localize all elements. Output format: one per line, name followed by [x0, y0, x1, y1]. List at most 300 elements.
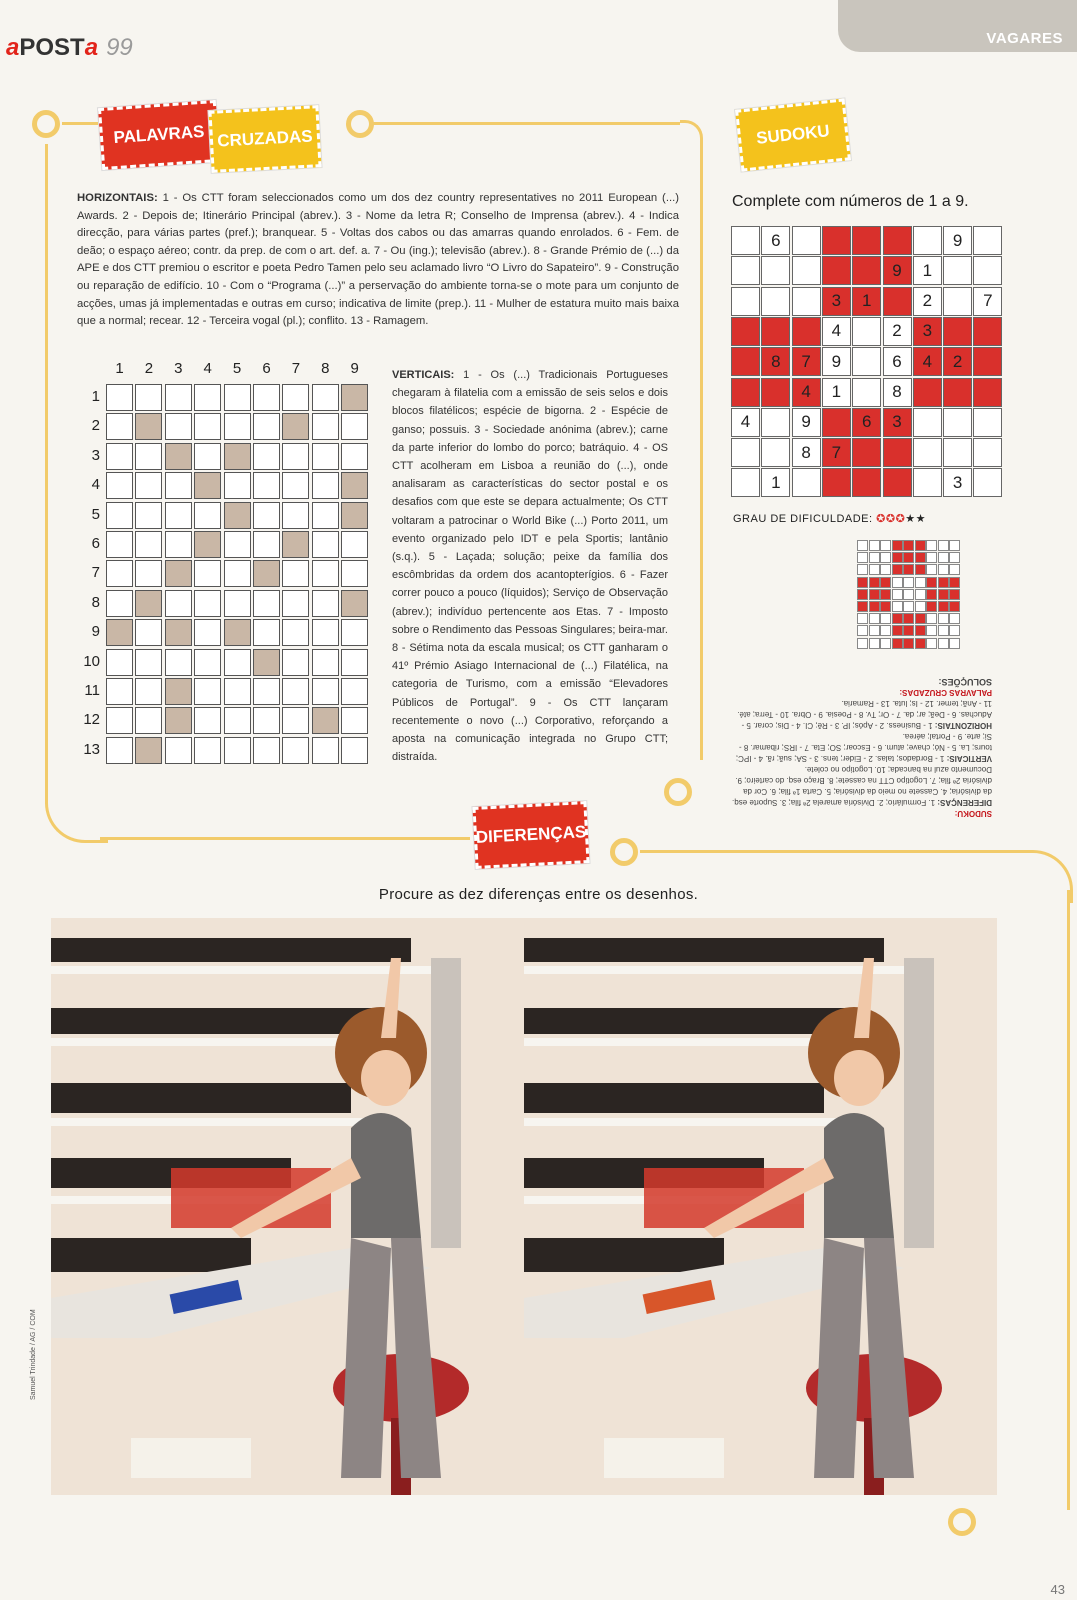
- solution-sudoku-cell: [880, 625, 891, 636]
- crossword-cell[interactable]: [106, 472, 133, 499]
- crossword-block: [165, 443, 192, 470]
- sudoku-given-cell: 6: [852, 408, 881, 437]
- solution-sudoku-cell: [926, 577, 937, 588]
- sudoku-empty-cell[interactable]: [852, 317, 881, 346]
- crossword-cell[interactable]: [312, 413, 339, 440]
- crossword-cell[interactable]: [312, 619, 339, 646]
- sudoku-empty-cell[interactable]: [822, 408, 851, 437]
- crossword-cell[interactable]: [135, 502, 162, 529]
- sudoku-empty-cell[interactable]: [852, 347, 881, 376]
- solution-sudoku-cell: [926, 540, 937, 551]
- crossword-cell[interactable]: [106, 590, 133, 617]
- crossword-cell[interactable]: [253, 707, 280, 734]
- solution-sudoku-cell: [880, 589, 891, 600]
- crossword-cell[interactable]: [165, 590, 192, 617]
- solution-sudoku-cell: [949, 638, 960, 649]
- crossword-cell[interactable]: [135, 619, 162, 646]
- sudoku-given-cell: 4: [792, 378, 821, 407]
- crossword-cell[interactable]: [341, 737, 368, 764]
- sudoku-given-cell: 2: [883, 317, 912, 346]
- sudoku-empty-cell[interactable]: [761, 438, 790, 467]
- crossword-cell[interactable]: [135, 472, 162, 499]
- crossword-cell[interactable]: [106, 678, 133, 705]
- crossword-cell[interactable]: [224, 707, 251, 734]
- solutions-title: SOLUÇÕES:: [938, 677, 992, 687]
- crossword-cell[interactable]: [253, 531, 280, 558]
- crossword-cell[interactable]: [165, 649, 192, 676]
- crossword-cell[interactable]: [165, 737, 192, 764]
- solution-sudoku-cell: [915, 625, 926, 636]
- crossword-cell[interactable]: [253, 619, 280, 646]
- sudoku-given-cell: 7: [822, 438, 851, 467]
- crossword-row-number: 9: [91, 623, 100, 641]
- sudoku-instruction: Complete com números de 1 a 9.: [732, 193, 969, 210]
- crossword-block: [165, 560, 192, 587]
- sudoku-empty-cell[interactable]: [973, 347, 1002, 376]
- sudoku-empty-cell[interactable]: [973, 378, 1002, 407]
- frame-line: [700, 140, 703, 760]
- crossword-cell[interactable]: [312, 443, 339, 470]
- sudoku-empty-cell[interactable]: [852, 256, 881, 285]
- crossword-cell[interactable]: [312, 590, 339, 617]
- crossword-cell[interactable]: [194, 678, 221, 705]
- crossword-cell[interactable]: [282, 560, 309, 587]
- solution-sudoku-cell: [903, 577, 914, 588]
- sudoku-empty-cell[interactable]: [913, 226, 942, 255]
- sudoku-empty-cell[interactable]: [973, 438, 1002, 467]
- crossword-cell[interactable]: [224, 649, 251, 676]
- crossword-col-number: 8: [321, 360, 330, 377]
- solution-sudoku-cell: [880, 613, 891, 624]
- frame-ring: [948, 1508, 976, 1536]
- crossword-cell[interactable]: [282, 649, 309, 676]
- sudoku-given-cell: 4: [822, 317, 851, 346]
- crossword-cell[interactable]: [194, 649, 221, 676]
- crossword-cell[interactable]: [106, 707, 133, 734]
- crossword-cell[interactable]: [341, 707, 368, 734]
- frame-ring: [610, 838, 638, 866]
- solution-sudoku-cell: [892, 638, 903, 649]
- crossword-cell[interactable]: [282, 678, 309, 705]
- solution-sudoku-cell: [938, 638, 949, 649]
- sudoku-empty-cell[interactable]: [943, 438, 972, 467]
- sudoku-empty-cell[interactable]: [792, 287, 821, 316]
- solution-sudoku-cell: [915, 589, 926, 600]
- crossword-cell[interactable]: [194, 560, 221, 587]
- solution-sudoku-cell: [949, 601, 960, 612]
- crossword-cell[interactable]: [135, 678, 162, 705]
- crossword-cell[interactable]: [282, 443, 309, 470]
- solution-sudoku-cell: [938, 540, 949, 551]
- horizontal-clues: HORIZONTAIS: 1 - Os CTT foram seleccionados como um dos dez country representatives no 2011 European (...) Awards. 2 - Depois de; Itinerário Principal (abrev.). 3 - Nome da letra R; Conselho de Imprensa (abrev.). 4 - Indica direcção, para várias partes (pref.); branquear. 5 - Voltas dos cabos ou das amarras quando enrolados. 6 - Fem. de deão; o espaço aéreo; contr. da prep. de com o art. def. a. 7 - Ou (ing.); televisão (abrev.). 8 - Grande Prémio de (...) da APE e dos CTT premiou o escritor e poeta Pedro Tamen pelo seu aclamado livro “O Livro do Sapateiro”. 9 - Construção ou reparação de edifício. 10 - Com o “Programa (...)” a perservação do ambiente torna-se o mote para um conjunto de acções, umas já implementadas e outras em curso; indicativa de limite (prep.). 11 - Mulher de estatura muito mais baixa que a normal; recear. 12 - Terceira vogal (pl.); conflito. 13 - Ramagem.: [77, 192, 679, 328]
- crossword-row-number: 11: [84, 682, 100, 699]
- crossword-cell[interactable]: [165, 472, 192, 499]
- solution-sudoku-cell: [915, 638, 926, 649]
- crossword-cell[interactable]: [194, 590, 221, 617]
- crossword-cell[interactable]: [106, 531, 133, 558]
- crossword-cell[interactable]: [194, 384, 221, 411]
- sudoku-empty-cell[interactable]: [973, 226, 1002, 255]
- crossword-cell[interactable]: [341, 678, 368, 705]
- crossword-block: [224, 443, 251, 470]
- crossword-col-number: 7: [291, 360, 301, 377]
- sudoku-empty-cell[interactable]: [943, 317, 972, 346]
- crossword-cell[interactable]: [312, 649, 339, 676]
- crossword-cell[interactable]: [312, 472, 339, 499]
- crossword-cell[interactable]: [224, 413, 251, 440]
- crossword-cell[interactable]: [135, 560, 162, 587]
- differences-instruction: Procure as dez diferenças entre os desenhos.: [378, 886, 699, 903]
- crossword-cell[interactable]: [165, 384, 192, 411]
- sudoku-given-cell: 6: [761, 226, 790, 255]
- solution-differences: DIFERENÇAS: 1. Formulário; 2. Divisória amarela 2ª fila; 3. Suporte esq. da divisória; 4. Cassete no meio da divisória; 5. Carta 1ª fila; 6. Cor da divisória 2ª fila; 7. Logotipo CTT na cassete; 8. Braço esq. do carteiro; 9. Documento azul na bancada; 10. Logotipo no colete.: [732, 765, 992, 807]
- sudoku-empty-cell[interactable]: [761, 287, 790, 316]
- sudoku-empty-cell[interactable]: [731, 468, 760, 497]
- sudoku-given-cell: 7: [792, 347, 821, 376]
- solution-sudoku-cell: [926, 589, 937, 600]
- crossword-cell[interactable]: [165, 413, 192, 440]
- sudoku-given-cell: 3: [913, 317, 942, 346]
- solution-sudoku-cell: [903, 638, 914, 649]
- solution-sudoku-cell: [869, 638, 880, 649]
- section-title: VAGARES: [986, 30, 1063, 47]
- crossword-block: [341, 590, 368, 617]
- crossword-block: [341, 502, 368, 529]
- solution-sudoku-cell: [903, 589, 914, 600]
- crossword-cell[interactable]: [135, 384, 162, 411]
- sudoku-empty-cell[interactable]: [883, 438, 912, 467]
- sudoku-empty-cell[interactable]: [792, 317, 821, 346]
- sudoku-empty-cell[interactable]: [913, 408, 942, 437]
- solution-sudoku-cell: [938, 613, 949, 624]
- crossword-cell[interactable]: [106, 649, 133, 676]
- solution-sudoku-cell: [915, 564, 926, 575]
- solution-sudoku-cell: [892, 613, 903, 624]
- solution-sudoku-cell: [949, 552, 960, 563]
- sudoku-empty-cell[interactable]: [973, 317, 1002, 346]
- sudoku-empty-cell[interactable]: [731, 226, 760, 255]
- sudoku-given-cell: 7: [973, 287, 1002, 316]
- crossword-cell[interactable]: [224, 590, 251, 617]
- solution-sudoku-cell: [869, 589, 880, 600]
- solution-sudoku-cell: [880, 552, 891, 563]
- sudoku-empty-cell[interactable]: [943, 287, 972, 316]
- solution-sudoku-cell: [915, 601, 926, 612]
- sudoku-empty-cell[interactable]: [731, 438, 760, 467]
- solution-sudoku-cell: [938, 601, 949, 612]
- sudoku-empty-cell[interactable]: [883, 287, 912, 316]
- crossword-cell[interactable]: [253, 472, 280, 499]
- solution-sudoku-cell: [938, 552, 949, 563]
- crossword-row-number: 8: [91, 593, 100, 611]
- sudoku-empty-cell[interactable]: [943, 256, 972, 285]
- crossword-cell[interactable]: [253, 737, 280, 764]
- crossword-block: [282, 413, 309, 440]
- crossword-block: [341, 384, 368, 411]
- crossword-col-number: 6: [262, 360, 271, 377]
- crossword-cell[interactable]: [253, 502, 280, 529]
- crossword-block: [194, 531, 221, 558]
- solution-sudoku-cell: [857, 589, 868, 600]
- crossword-cell[interactable]: [312, 384, 339, 411]
- solution-sudoku-cell: [926, 601, 937, 612]
- crossword-row-number: 7: [91, 564, 100, 582]
- solution-sudoku-cell: [880, 540, 891, 551]
- crossword-cell[interactable]: [165, 502, 192, 529]
- solution-sudoku-cell: [857, 552, 868, 563]
- solution-sudoku-cell: [926, 552, 937, 563]
- sudoku-empty-cell[interactable]: [822, 468, 851, 497]
- sudoku-empty-cell[interactable]: [943, 408, 972, 437]
- crossword-block: [165, 707, 192, 734]
- crossword-block: [165, 619, 192, 646]
- frame-line: [370, 122, 680, 125]
- crossword-row-number: 10: [83, 652, 100, 670]
- solution-sudoku-cell: [938, 589, 949, 600]
- crossword-cell[interactable]: [224, 737, 251, 764]
- solution-sudoku-cell: [880, 601, 891, 612]
- sudoku-given-cell: 1: [761, 468, 790, 497]
- crossword-block: [135, 590, 162, 617]
- crossword-cell[interactable]: [253, 413, 280, 440]
- sudoku-given-cell: 9: [883, 256, 912, 285]
- crossword-block: [224, 619, 251, 646]
- crossword-block: [341, 472, 368, 499]
- crossword-col-number: 1: [115, 360, 124, 377]
- difficulty-marks: ✪✪✪: [876, 513, 906, 525]
- crossword-cell[interactable]: [194, 707, 221, 734]
- solution-sudoku-cell: [949, 564, 960, 575]
- crossword-block: [106, 619, 133, 646]
- crossword-row-number: 12: [83, 711, 100, 729]
- solution-sudoku-cell: [869, 577, 880, 588]
- solution-sudoku-cell: [880, 577, 891, 588]
- sudoku-grid: [731, 226, 1004, 501]
- crossword-cell[interactable]: [224, 384, 251, 411]
- crossword-cell[interactable]: [312, 502, 339, 529]
- crossword-cell[interactable]: [135, 707, 162, 734]
- crossword-cell[interactable]: [194, 737, 221, 764]
- crossword-cell[interactable]: [106, 560, 133, 587]
- sudoku-given-cell: 3: [883, 408, 912, 437]
- solution-sudoku-cell: [892, 540, 903, 551]
- crossword-col-number: 3: [174, 360, 183, 377]
- solution-sudoku-cell: [857, 625, 868, 636]
- solution-sudoku-cell: [869, 601, 880, 612]
- crossword-row-number: 5: [91, 505, 100, 523]
- crossword-cell[interactable]: [282, 737, 309, 764]
- solution-sudoku-cell: [880, 564, 891, 575]
- crossword-stamp-cruzadas: CRUZADAS: [208, 105, 321, 173]
- sudoku-empty-cell[interactable]: [913, 468, 942, 497]
- crossword-cell[interactable]: [253, 678, 280, 705]
- sudoku-empty-cell[interactable]: [761, 317, 790, 346]
- crossword-grid: [76, 360, 376, 790]
- solution-sudoku-cell: [903, 540, 914, 551]
- sudoku-empty-cell[interactable]: [883, 226, 912, 255]
- crossword-col-number: 2: [144, 360, 154, 377]
- solution-sudoku-cell: [938, 564, 949, 575]
- sudoku-empty-cell[interactable]: [822, 226, 851, 255]
- illustration-right: [524, 918, 997, 1495]
- crossword-cell[interactable]: [224, 560, 251, 587]
- solution-sudoku-cell: [903, 552, 914, 563]
- crossword-block: [224, 502, 251, 529]
- sudoku-given-cell: 1: [852, 287, 881, 316]
- sudoku-given-cell: 2: [913, 287, 942, 316]
- crossword-cell[interactable]: [194, 619, 221, 646]
- crossword-cell[interactable]: [312, 531, 339, 558]
- solution-sudoku-cell: [880, 638, 891, 649]
- sudoku-given-cell: 1: [913, 256, 942, 285]
- solution-sudoku-cell: [892, 552, 903, 563]
- crossword-cell[interactable]: [253, 384, 280, 411]
- solution-sudoku-mini: [857, 540, 961, 652]
- solution-sudoku-cell: [926, 613, 937, 624]
- crossword-cell[interactable]: [282, 502, 309, 529]
- page-number: 43: [1050, 1582, 1065, 1597]
- frame-line: [640, 850, 1020, 853]
- frame-corner: [680, 120, 703, 147]
- crossword-cell[interactable]: [194, 443, 221, 470]
- solution-sudoku-cell: [857, 601, 868, 612]
- solution-sudoku-cell: [915, 577, 926, 588]
- sudoku-empty-cell[interactable]: [761, 378, 790, 407]
- sudoku-given-cell: 9: [822, 347, 851, 376]
- sudoku-empty-cell[interactable]: [883, 468, 912, 497]
- crossword-cell[interactable]: [341, 531, 368, 558]
- crossword-cell[interactable]: [106, 737, 133, 764]
- crossword-cell[interactable]: [341, 413, 368, 440]
- crossword-cell[interactable]: [135, 531, 162, 558]
- crossword-row-number: 2: [91, 417, 100, 435]
- illustration-credit: Samuel Trindade / AG / COM: [30, 1309, 37, 1400]
- sudoku-empty-cell[interactable]: [973, 256, 1002, 285]
- sudoku-empty-cell[interactable]: [852, 468, 881, 497]
- crossword-cell[interactable]: [341, 619, 368, 646]
- crossword-cell[interactable]: [106, 443, 133, 470]
- solution-sudoku-cell: [857, 577, 868, 588]
- sudoku-empty-cell[interactable]: [731, 317, 760, 346]
- crossword-cell[interactable]: [312, 737, 339, 764]
- solution-sudoku-cell: [892, 601, 903, 612]
- crossword-col-number: 5: [232, 360, 242, 377]
- crossword-cell[interactable]: [282, 619, 309, 646]
- crossword-block: [135, 737, 162, 764]
- solution-sudoku-cell: [857, 564, 868, 575]
- crossword-cell[interactable]: [106, 413, 133, 440]
- crossword-cell[interactable]: [224, 678, 251, 705]
- sudoku-given-cell: 6: [883, 347, 912, 376]
- crossword-cell[interactable]: [224, 472, 251, 499]
- sudoku-given-cell: 8: [792, 438, 821, 467]
- crossword-cell[interactable]: [282, 472, 309, 499]
- solution-sudoku-cell: [949, 589, 960, 600]
- crossword-col-number: 9: [350, 360, 359, 377]
- sudoku-empty-cell[interactable]: [852, 378, 881, 407]
- sudoku-empty-cell[interactable]: [792, 226, 821, 255]
- sudoku-empty-cell[interactable]: [943, 378, 972, 407]
- crossword-cell[interactable]: [312, 678, 339, 705]
- crossword-stamp-palavras: PALAVRAS: [98, 100, 220, 170]
- solution-sudoku-cell: [869, 552, 880, 563]
- crossword-cell[interactable]: [282, 384, 309, 411]
- sudoku-empty-cell[interactable]: [761, 256, 790, 285]
- sudoku-empty-cell[interactable]: [822, 256, 851, 285]
- sudoku-given-cell: 3: [943, 468, 972, 497]
- sudoku-empty-cell[interactable]: [731, 287, 760, 316]
- crossword-block: [194, 472, 221, 499]
- sudoku-given-cell: 8: [883, 378, 912, 407]
- solution-sudoku-cell: [926, 625, 937, 636]
- solution-sudoku-cell: [869, 613, 880, 624]
- crossword-cell[interactable]: [194, 413, 221, 440]
- sudoku-empty-cell[interactable]: [731, 256, 760, 285]
- solution-sudoku-cell: [892, 589, 903, 600]
- solution-sudoku-cell: [903, 564, 914, 575]
- crossword-col-number: 4: [203, 360, 212, 377]
- crossword-block: [135, 413, 162, 440]
- solution-sudoku-cell: [915, 540, 926, 551]
- sudoku-empty-cell[interactable]: [792, 468, 821, 497]
- frame-line: [100, 837, 470, 840]
- crossword-block: [253, 649, 280, 676]
- crossword-cell[interactable]: [341, 649, 368, 676]
- crossword-cell[interactable]: [194, 502, 221, 529]
- frame-ring: [346, 110, 374, 138]
- sudoku-empty-cell[interactable]: [731, 378, 760, 407]
- crossword-cell[interactable]: [341, 560, 368, 587]
- frame-ring: [32, 110, 60, 138]
- sudoku-empty-cell[interactable]: [973, 468, 1002, 497]
- crossword-cell[interactable]: [224, 531, 251, 558]
- crossword-row-number: 1: [91, 388, 100, 405]
- sudoku-given-cell: 3: [822, 287, 851, 316]
- crossword-cell[interactable]: [341, 443, 368, 470]
- sudoku-empty-cell[interactable]: [852, 226, 881, 255]
- crossword-cell[interactable]: [106, 502, 133, 529]
- solution-crossword-label: PALAVRAS CRUZADAS:: [899, 688, 992, 697]
- frame-ring: [664, 778, 692, 806]
- sudoku-empty-cell[interactable]: [792, 256, 821, 285]
- crossword-cell[interactable]: [253, 590, 280, 617]
- crossword-cell[interactable]: [165, 531, 192, 558]
- crossword-block: [165, 678, 192, 705]
- sudoku-empty-cell[interactable]: [913, 438, 942, 467]
- crossword-cell[interactable]: [282, 707, 309, 734]
- sudoku-given-cell: 9: [943, 226, 972, 255]
- crossword-cell[interactable]: [135, 649, 162, 676]
- sudoku-empty-cell[interactable]: [852, 438, 881, 467]
- sudoku-empty-cell[interactable]: [761, 408, 790, 437]
- crossword-cell[interactable]: [282, 590, 309, 617]
- solution-sudoku-cell: [915, 552, 926, 563]
- solution-sudoku-cell: [903, 613, 914, 624]
- frame-line: [45, 144, 48, 804]
- solution-sudoku-cell: [949, 540, 960, 551]
- crossword-cell[interactable]: [312, 560, 339, 587]
- crossword-row-number: 6: [91, 535, 100, 552]
- crossword-cell[interactable]: [106, 384, 133, 411]
- sudoku-empty-cell[interactable]: [913, 378, 942, 407]
- sudoku-empty-cell[interactable]: [731, 347, 760, 376]
- crossword-cell[interactable]: [135, 443, 162, 470]
- vertical-clues: VERTICAIS: 1 - Os (...) Tradicionais Portugueses chegaram à filatelia com a emissão de seis selos e dois blocos filatélicos; espécie de bigorna. 2 - Espécie de ganso; possuis. 3 - Sociedade anónima (abrev.); carne da parte inferior do lombo do porco; batráquio. 4 - OS CTT acolheram em Lisboa a reunião do (...), onde analisaram as características do sector postal e os desafios com que este se depara actualmente; Os CTT voltaram a patrocinar o World Bike (...) Porto 2011, um evento organizado pelo IDT e pela Sportis; lantânio (s.q.). 5 - Laçada; solução; peixe da família dos escômbridas da ordem dos acantopterígios. 6 - Fazer correr pouco a pouco (líquidos); Serviço de Observação (abrev.); indivíduo pertencente aos Etas. 7 - Imposto sobre o Rendimento das Pessoas Singulares; beira-mar. 8 - Sétima nota da escala musical; os CTT ganharam o 41º Prémio Asiago Internacional de (...) Filatélica, na categoria de Turismo, com a emissão “Elevadores Públicos de Portugal”. 9 - Os CTT lançaram recentemente o novo (...) Corporativo, reforçando a aposta na comunicação integrada no Grupo CTT; distraída.: [392, 369, 668, 764]
- solution-sudoku-cell: [938, 625, 949, 636]
- sudoku-empty-cell[interactable]: [973, 408, 1002, 437]
- crossword-cell[interactable]: [253, 443, 280, 470]
- crossword-row-number: 4: [91, 476, 100, 494]
